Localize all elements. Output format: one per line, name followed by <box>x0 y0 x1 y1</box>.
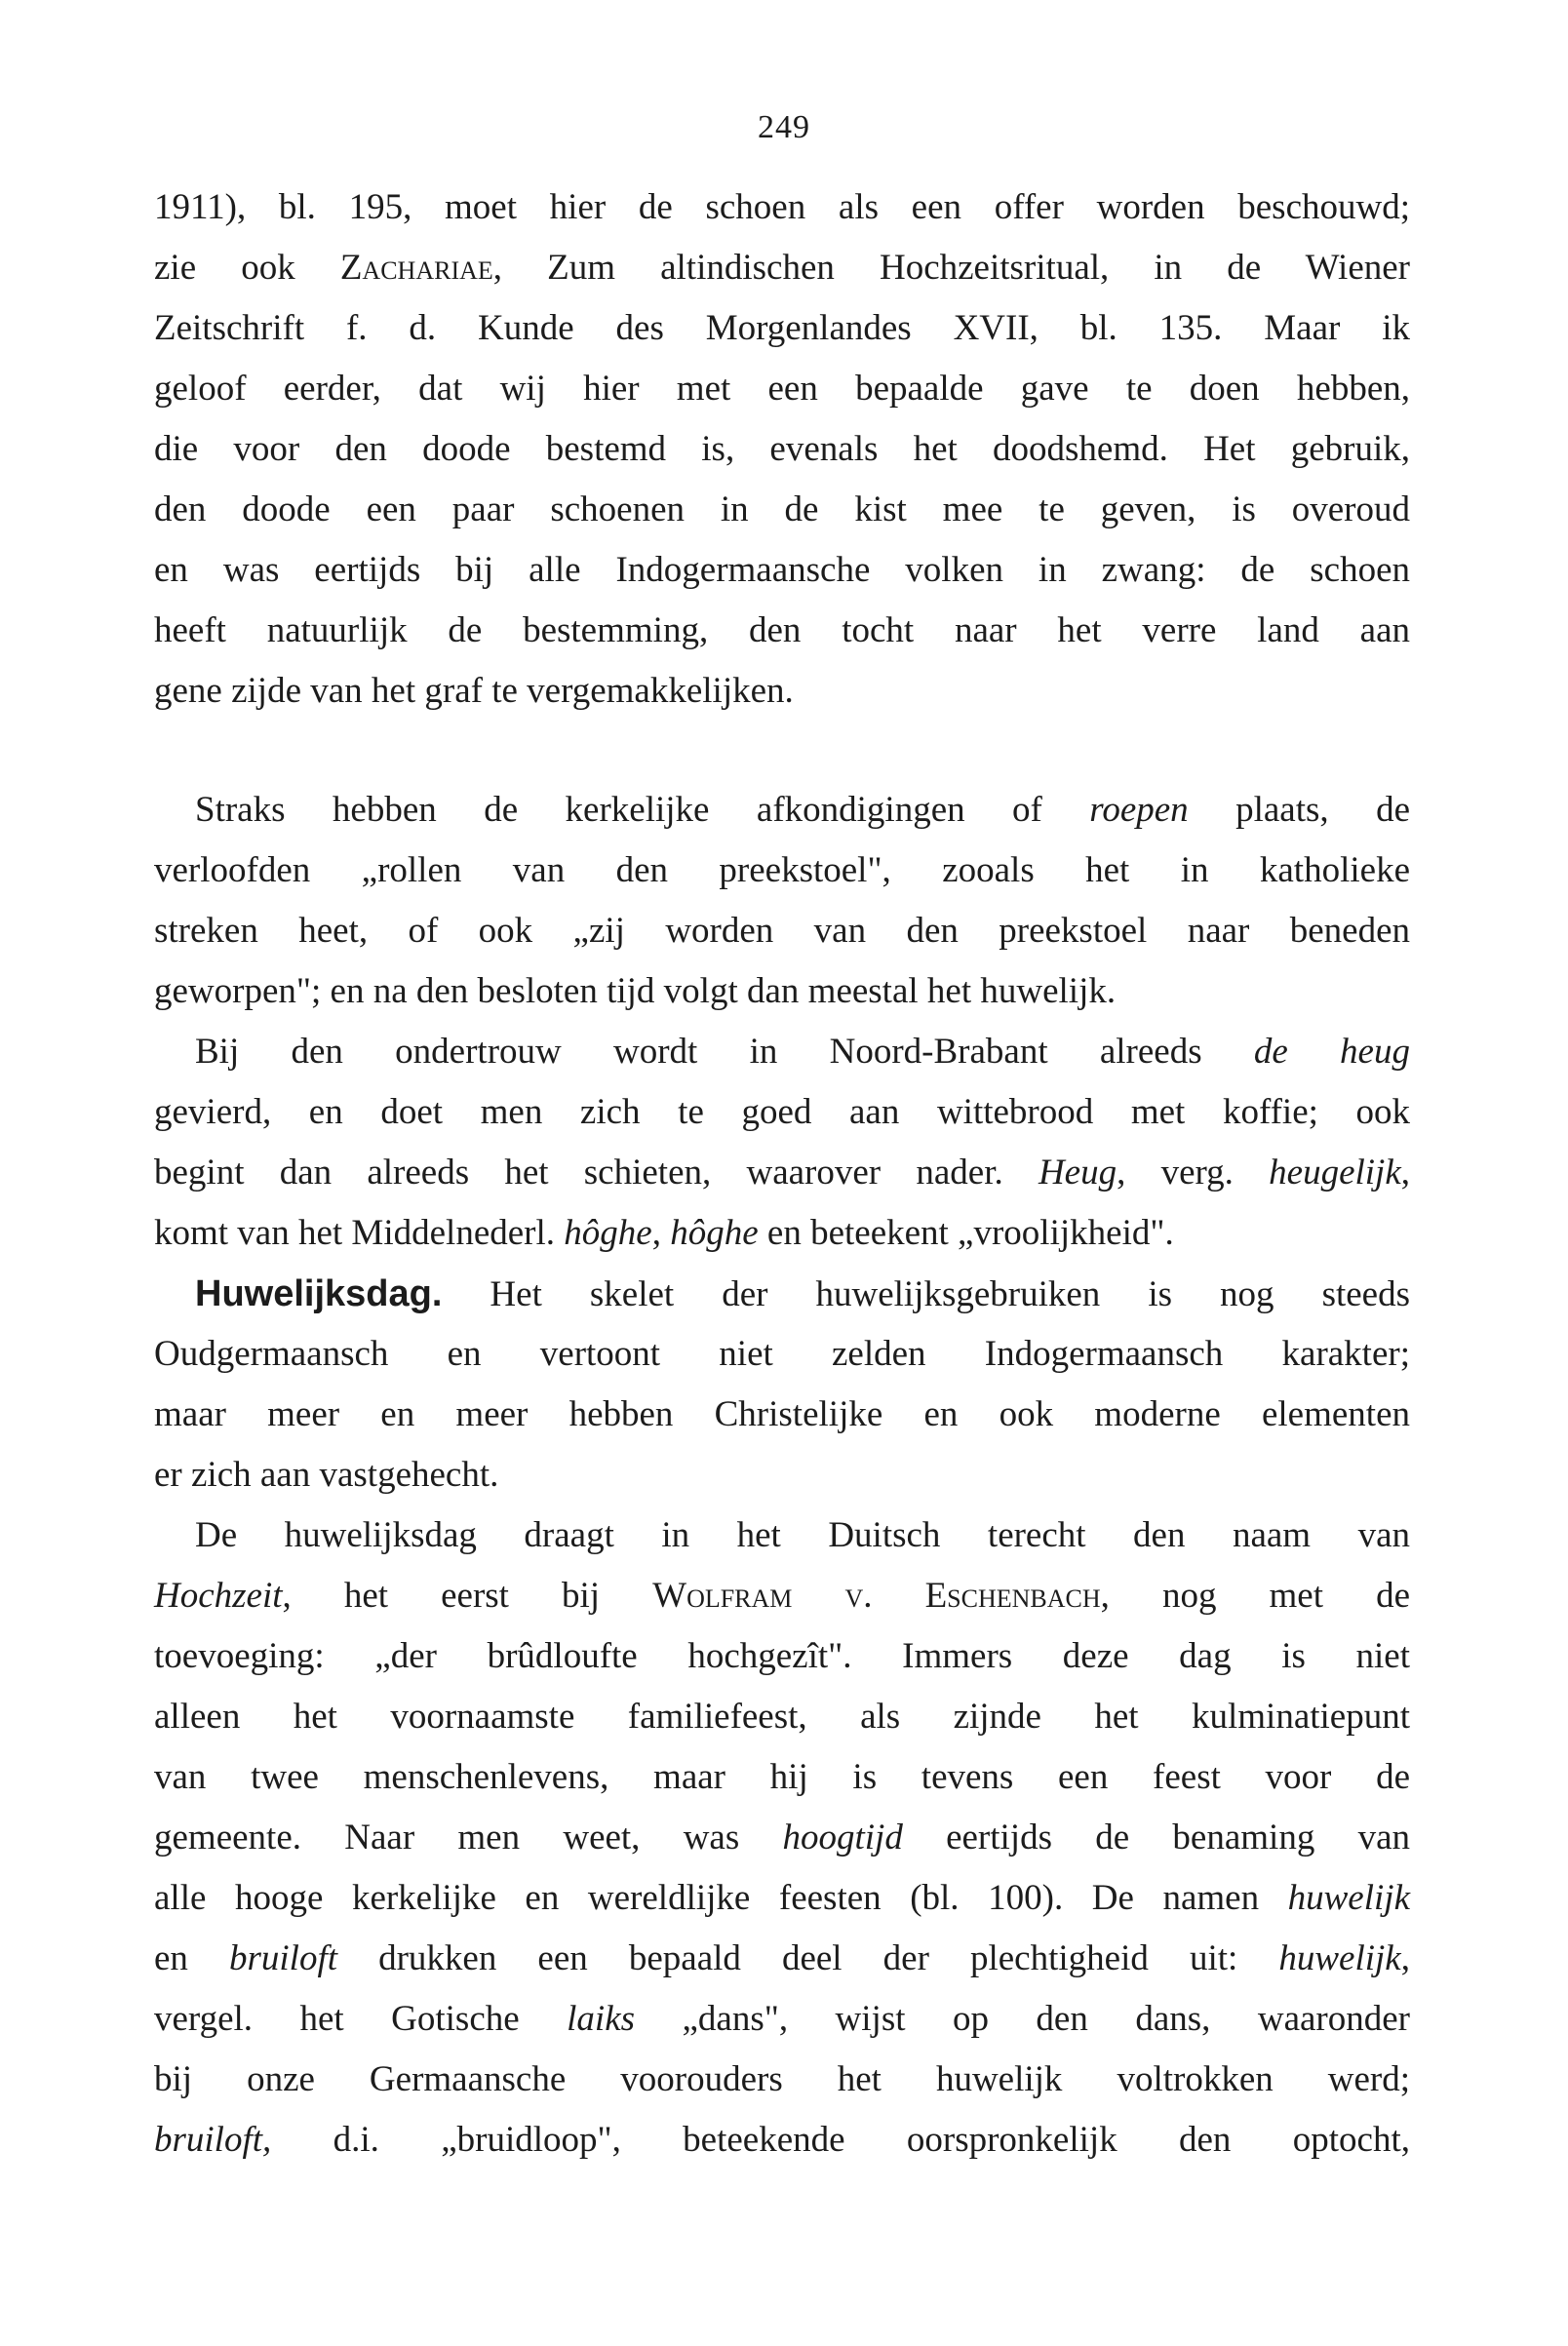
text-line: gemeente. Naar men weet, was hoogtijd eertijds de benaming van <box>154 1818 1410 1857</box>
paragraph-ondertrouw <box>154 1022 1410 1264</box>
text-line: komt van het Middelnederl. hôghe, hôghe en beteekent „vroolijkheid". <box>154 1213 1174 1253</box>
paragraph-roepen <box>154 780 1410 1022</box>
text-line: den doode een paar schoenen in de kist mee te geven, is overoud <box>154 489 1410 529</box>
section-heading: Huwelijksdag. <box>195 1273 443 1314</box>
paragraph-shoe-offering <box>154 177 1410 722</box>
text-line: zie ook Zachariae, Zum altindischen Hochzeitsritual, in de Wiener <box>154 248 1410 288</box>
text-line: Zeitschrift f. d. Kunde des Morgenlandes XVII, bl. 135. Maar ik <box>154 308 1410 348</box>
author-name: Zachariae <box>339 248 493 288</box>
text-line: toevoeging: „der brûdloufte hochgezît". Immers deze dag is niet <box>154 1636 1410 1676</box>
text-line: die voor den doode bestemd is, evenals het doodshemd. Het gebruik, <box>154 429 1410 469</box>
text-line: gevierd, en doet men zich te goed aan wittebrood met koffie; ook <box>154 1092 1410 1132</box>
text-line: heeft natuurlijk de bestemming, den tocht naar het verre land aan <box>154 610 1410 650</box>
text-line: Hochzeit, het eerst bij Wolfram v. Eschenbach, nog met de <box>154 1576 1410 1616</box>
text-line: Huwelijksdag. Het skelet der huwelijksgebruiken is nog steeds <box>195 1273 1410 1314</box>
author-name: Wolfram v. Eschenbach <box>652 1576 1101 1616</box>
text-line: alleen het voornaamste familiefeest, als zijnde het kulminatiepunt <box>154 1697 1410 1737</box>
text-line: verloofden „rollen van den preekstoel", zooals het in katholieke <box>154 850 1410 890</box>
text-line: alle hooge kerkelijke en wereldlijke feesten (bl. 100). De namen huwelijk <box>154 1878 1410 1918</box>
italic-term: bruiloft <box>229 1938 338 1978</box>
text-line: streken heet, of ook „zij worden van den preekstoel naar beneden <box>154 911 1410 951</box>
text-line: 1911), bl. 195, moet hier de schoen als een offer worden beschouwd; <box>154 187 1410 227</box>
text-line: er zich aan vastgehecht. <box>154 1455 499 1495</box>
italic-term: huwelijk <box>1278 1938 1401 1978</box>
text-line: en was eertijds bij alle Indogermaansche volken in zwang: de schoen <box>154 550 1410 590</box>
italic-term: laiks <box>567 1999 636 2039</box>
text-line: Straks hebben de kerkelijke afkondigingen of roepen plaats, de <box>195 790 1410 830</box>
text-line: vergel. het Gotische laiks „dans", wijst op den dans, waaronder <box>154 1999 1410 2039</box>
text-line: begint dan alreeds het schieten, waarover nader. Heug, verg. heugelijk, <box>154 1153 1410 1193</box>
italic-term: hôghe <box>564 1213 652 1253</box>
italic-term: hôghe <box>670 1213 759 1253</box>
text-line: geloof eerder, dat wij hier met een bepaalde gave te doen hebben, <box>154 369 1410 409</box>
paragraph-huwelijksdag <box>154 1264 1410 1505</box>
italic-term: huwelijk <box>1287 1878 1410 1918</box>
italic-term: de heug <box>1253 1032 1410 1072</box>
italic-term: Heug <box>1038 1153 1117 1193</box>
text-line: bij onze Germaansche voorouders het huwelijk voltrokken werd; <box>154 2059 1410 2099</box>
italic-term: bruiloft, <box>154 2120 272 2160</box>
text-line: maar meer en meer hebben Christelijke en ook moderne elementen <box>154 1394 1410 1434</box>
italic-term: heugelijk <box>1269 1153 1401 1193</box>
text-line: van twee menschenlevens, maar hij is tevens een feest voor de <box>154 1757 1410 1797</box>
text-line: en bruiloft drukken een bepaald deel der plechtigheid uit: huwelijk, <box>154 1938 1410 1978</box>
text-line: geworpen"; en na den besloten tijd volgt dan meestal het huwelijk. <box>154 971 1117 1011</box>
page-number: 249 <box>758 109 810 145</box>
body-continuation <box>154 780 1410 2170</box>
text-line: Bij den ondertrouw wordt in Noord-Brabant alreeds de heug <box>195 1032 1410 1072</box>
text-line: bruiloft, d.i. „bruidloop", beteekende oorspronkelijk den optocht, <box>154 2120 1410 2160</box>
italic-term: hoogtijd <box>782 1818 903 1857</box>
italic-term: Hochzeit <box>154 1576 283 1616</box>
text-line: Oudgermaansch en vertoont niet zelden Indogermaansch karakter; <box>154 1334 1410 1374</box>
text-line: De huwelijksdag draagt in het Duitsch terecht den naam van <box>195 1515 1410 1555</box>
paragraph-hochzeit <box>154 1505 1410 2170</box>
italic-term: roepen <box>1089 790 1189 830</box>
text-line: gene zijde van het graf te vergemakkelijken. <box>154 671 794 711</box>
